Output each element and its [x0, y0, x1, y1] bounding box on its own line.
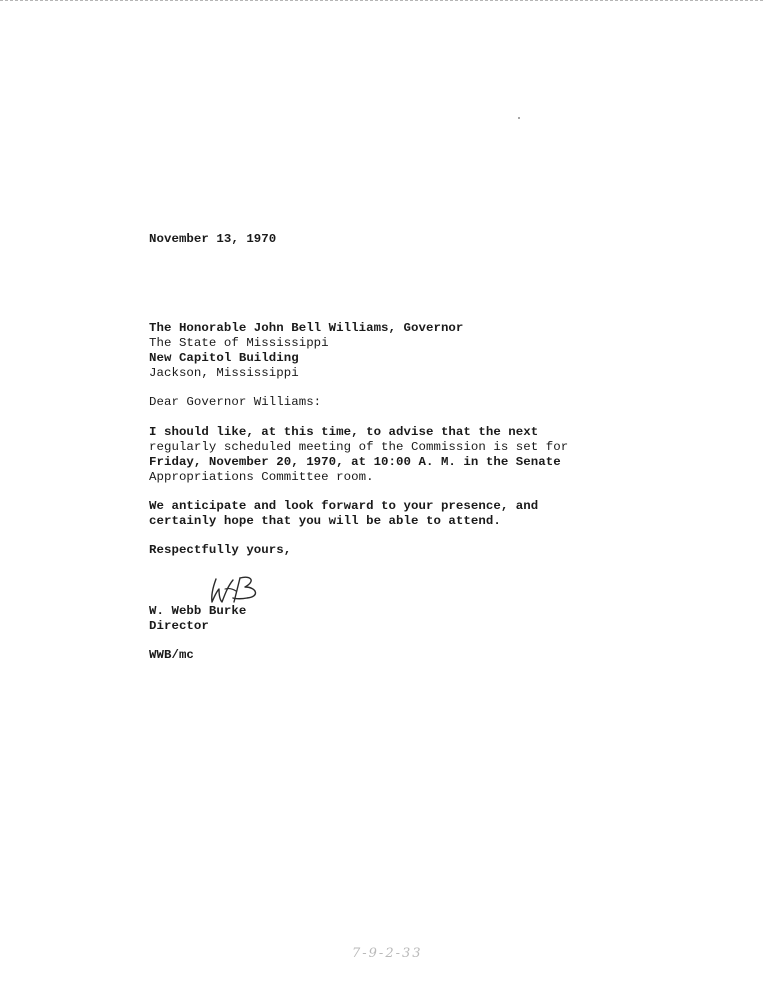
paragraph-line: certainly hope that you will be able to attend.	[149, 514, 501, 528]
addressee-line: Jackson, Mississippi	[149, 366, 299, 380]
paragraph-line: Appropriations Committee room.	[149, 470, 374, 484]
addressee-line: New Capitol Building	[149, 351, 299, 365]
paragraph-line: I should like, at this time, to advise that the next	[149, 425, 539, 439]
paragraph-line: Friday, November 20, 1970, at 10:00 A. M. in the Senate	[149, 455, 561, 469]
addressee-line: The State of Mississippi	[149, 336, 329, 350]
handwritten-signature	[200, 572, 264, 606]
addressee-line: The Honorable John Bell Williams, Governor	[149, 321, 464, 335]
signer-title: Director	[149, 619, 209, 633]
page-number-stamp: 7-9-2-33	[352, 946, 423, 961]
closing: Respectfully yours,	[149, 543, 292, 557]
reference-initials: WWB/mc	[149, 648, 194, 662]
scan-speck	[518, 117, 520, 119]
salutation: Dear Governor Williams:	[149, 395, 322, 409]
letter-date: November 13, 1970	[149, 232, 277, 246]
signer-name: W. Webb Burke	[149, 604, 247, 618]
paragraph-line: We anticipate and look forward to your presence, and	[149, 499, 539, 513]
paragraph-line: regularly scheduled meeting of the Commission is set for	[149, 440, 569, 454]
page-top-dashed-border	[0, 0, 763, 1]
